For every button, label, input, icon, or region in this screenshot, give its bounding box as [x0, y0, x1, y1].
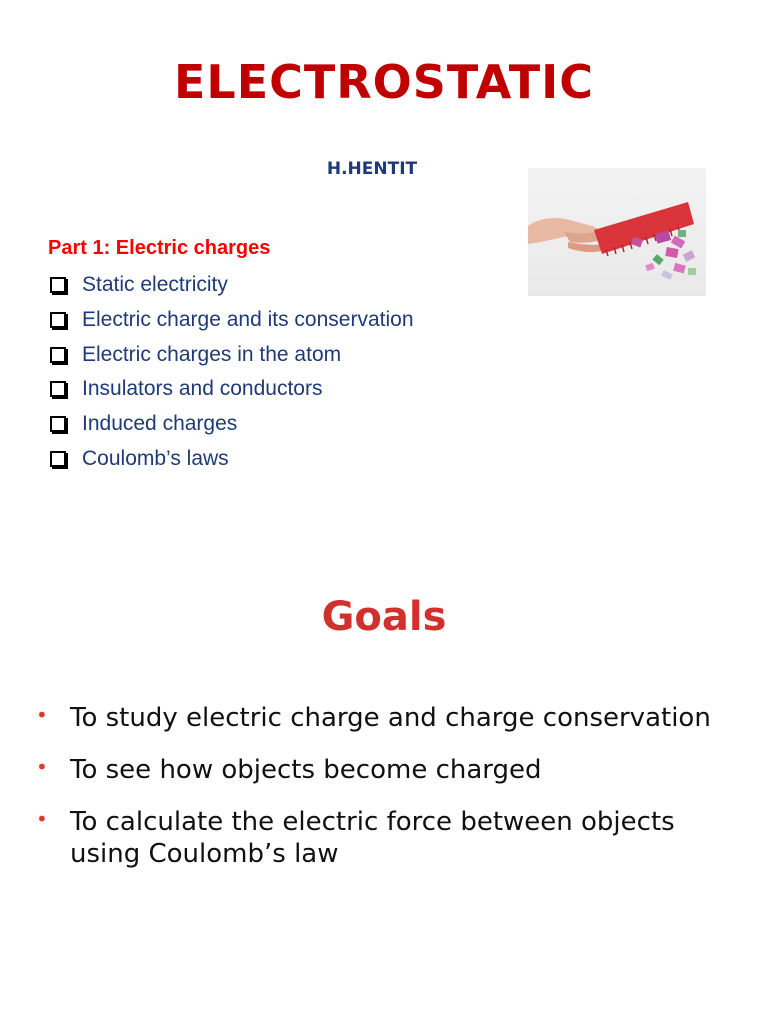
slide-title: ELECTROSTATIC	[173, 55, 595, 109]
bullet-icon: •	[36, 703, 48, 727]
checkbox-bullet-icon	[50, 381, 66, 397]
list-item	[34, 806, 734, 870]
topic-label: Electric charges in the atom	[82, 342, 342, 366]
topic-label: Induced charges	[82, 412, 238, 436]
checkbox-bullet-icon	[50, 277, 66, 293]
goal-text: To calculate the electric force between objects using Coulomb’s law	[70, 807, 675, 869]
list-item	[34, 754, 734, 786]
list-item	[48, 337, 414, 372]
checkbox-bullet-icon	[50, 416, 66, 432]
goal-text: To study electric charge and charge conservation	[70, 703, 711, 733]
hand-comb-icon	[528, 168, 706, 296]
part-heading: Part 1: Electric charges	[48, 237, 271, 259]
list-item	[34, 702, 734, 734]
list-item	[48, 303, 414, 338]
list-item	[48, 372, 414, 407]
list-item	[48, 407, 414, 442]
goals-list	[34, 702, 734, 890]
author-name: H.HENTIT	[326, 159, 418, 179]
checkbox-bullet-icon	[50, 347, 66, 363]
goal-text: To see how objects become charged	[70, 755, 542, 785]
list-item	[48, 268, 414, 303]
comb-photo	[528, 168, 706, 296]
topic-list	[48, 268, 414, 476]
topic-label: Electric charge and its conservation	[82, 308, 414, 332]
checkbox-bullet-icon	[50, 312, 66, 328]
topic-label: Coulomb’s laws	[82, 446, 229, 470]
slide-goals	[0, 512, 768, 1024]
bullet-icon: •	[36, 755, 48, 779]
list-item	[48, 441, 414, 476]
goals-title: Goals	[321, 594, 447, 640]
topic-label: Insulators and conductors	[82, 377, 323, 401]
topic-label: Static electricity	[82, 273, 228, 297]
checkbox-bullet-icon	[50, 451, 66, 467]
bullet-icon: •	[36, 807, 48, 831]
